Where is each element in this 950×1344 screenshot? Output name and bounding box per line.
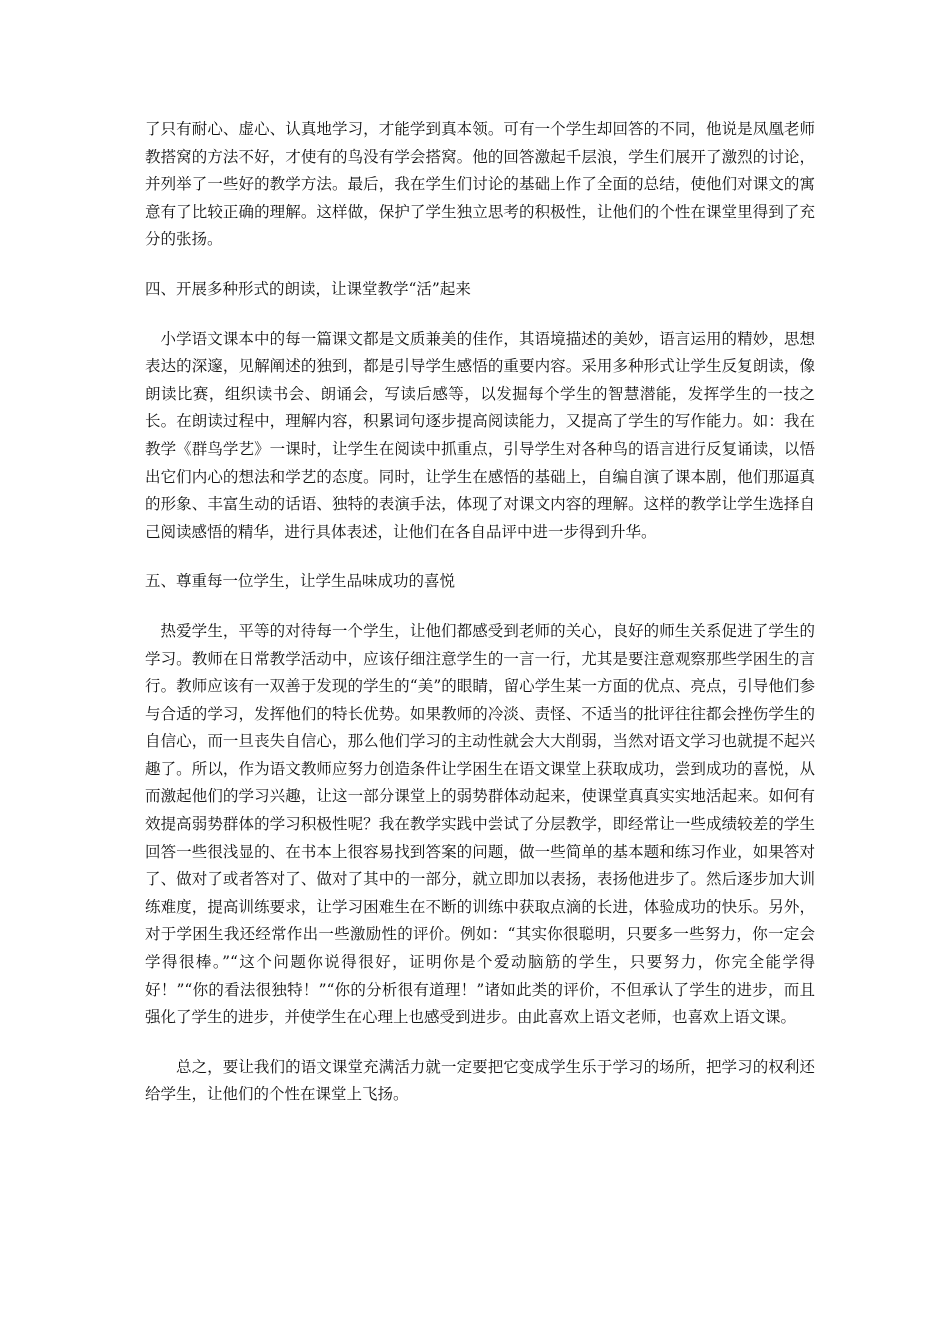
paragraph-continuation: 了只有耐心、虚心、认真地学习，才能学到真本领。可有一个学生却回答的不同，他说是凤凰老师教搭窝的方法不好，才使有的鸟没有学会搭窝。他的回答激起千层浪，学生们展开了激烈的讨论，并列举了一些好的教学方法。最后，我在学生们讨论的基础上作了全面的总结，使他们对课文的寓意有了比较正确的理解。这样做，保护了学生独立思考的积极性，让他们的个性在课堂里得到了充分的张扬。: [145, 120, 815, 249]
paragraph-respect: 热爱学生，平等的对待每一个学生，让他们都感受到老师的关心，良好的师生关系促进了学生的学习。教师在日常教学活动中，应该仔细注意学生的一言一行，尤其是要注意观察那些学困生的言行。教师应该有一双善于发现的学生的“美”的眼睛，留心学生某一方面的优点、亮点，引导他们参与合适的学习，发挥他们的特长优势。如果教师的冷淡、责怪、不适当的批评往往都会挫伤学生的自信心，而一旦丧失自信心，那么他们学习的主动性就会大大削弱，当然对语文学习也就提不起兴趣了。所以，作为语文教师应努力创造条件让学困生在语文课堂上获取成功，尝到成功的喜悦，从而激起他们的学习兴趣，让这一部分课堂上的弱势群体动起来，使课堂真真实实地活起来。如何有效提高弱势群体的学习积极性呢？我在教学实践中尝试了分层教学，即经常让一些成绩较差的学生回答一些很浅显的、在书本上很容易找到答案的问题，做一些简单的基本题和练习作业，如果答对了、做对了或者答对了、做对了其中的一部分，就立即加以表扬，表扬他进步了。然后逐步加大训练难度，提高训练要求，让学习困难生在不断的训练中获取点滴的长进，体验成功的快乐。另外，对于学困生我还经常作出一些激励性的评价。例如：“其实你很聪明，只要多一些努力，你一定会学得很棒。”“这个问题你说得很好，证明你是个爱动脑筋的学生，只要努力，你完全能学得好！”“你的看法很独特！”“你的分析很有道理！”诸如此类的评价，不但承认了学生的进步，而且强化了学生的进步，并使学生在心理上也感受到进步。由此喜欢上语文老师，也喜欢上语文课。: [145, 621, 815, 1027]
document-body: [145, 116, 815, 1109]
section-heading-5: 五、尊重每一位学生，让学生品味成功的喜悦: [145, 572, 456, 591]
paragraph-reading: 小学语文课本中的每一篇课文都是文质兼美的佳作，其语境描述的美妙，语言运用的精妙，思想表达的深邃，见解阐述的独到，都是引导学生感悟的重要内容。采用多种形式让学生反复朗读，像朗读比赛，组织读书会、朗诵会，写读后感等，以发掘每个学生的智慧潜能，发挥学生的一技之长。在朗读过程中，理解内容，积累词句逐步提高阅读能力，又提高了学生的写作能力。如：我在教学《群鸟学艺》一课时，让学生在阅读中抓重点，引导学生对各种鸟的语言进行反复诵读，以悟出它们内心的想法和学艺的态度。同时，让学生在感悟的基础上，自编自演了课本剧，他们那逼真的形象、丰富生动的话语、独特的表演手法，体现了对课文内容的理解。这样的教学让学生选择自己阅读感悟的精华，进行具体表述，让他们在各自品评中进一步得到升华。: [145, 329, 815, 541]
paragraph-conclusion: 总之，要让我们的语文课堂充满活力就一定要把它变成学生乐于学习的场所，把学习的权利还给学生，让他们的个性在课堂上飞扬。: [145, 1057, 815, 1104]
section-heading-4: 四、开展多种形式的朗读，让课堂教学“活”起来: [145, 279, 471, 298]
